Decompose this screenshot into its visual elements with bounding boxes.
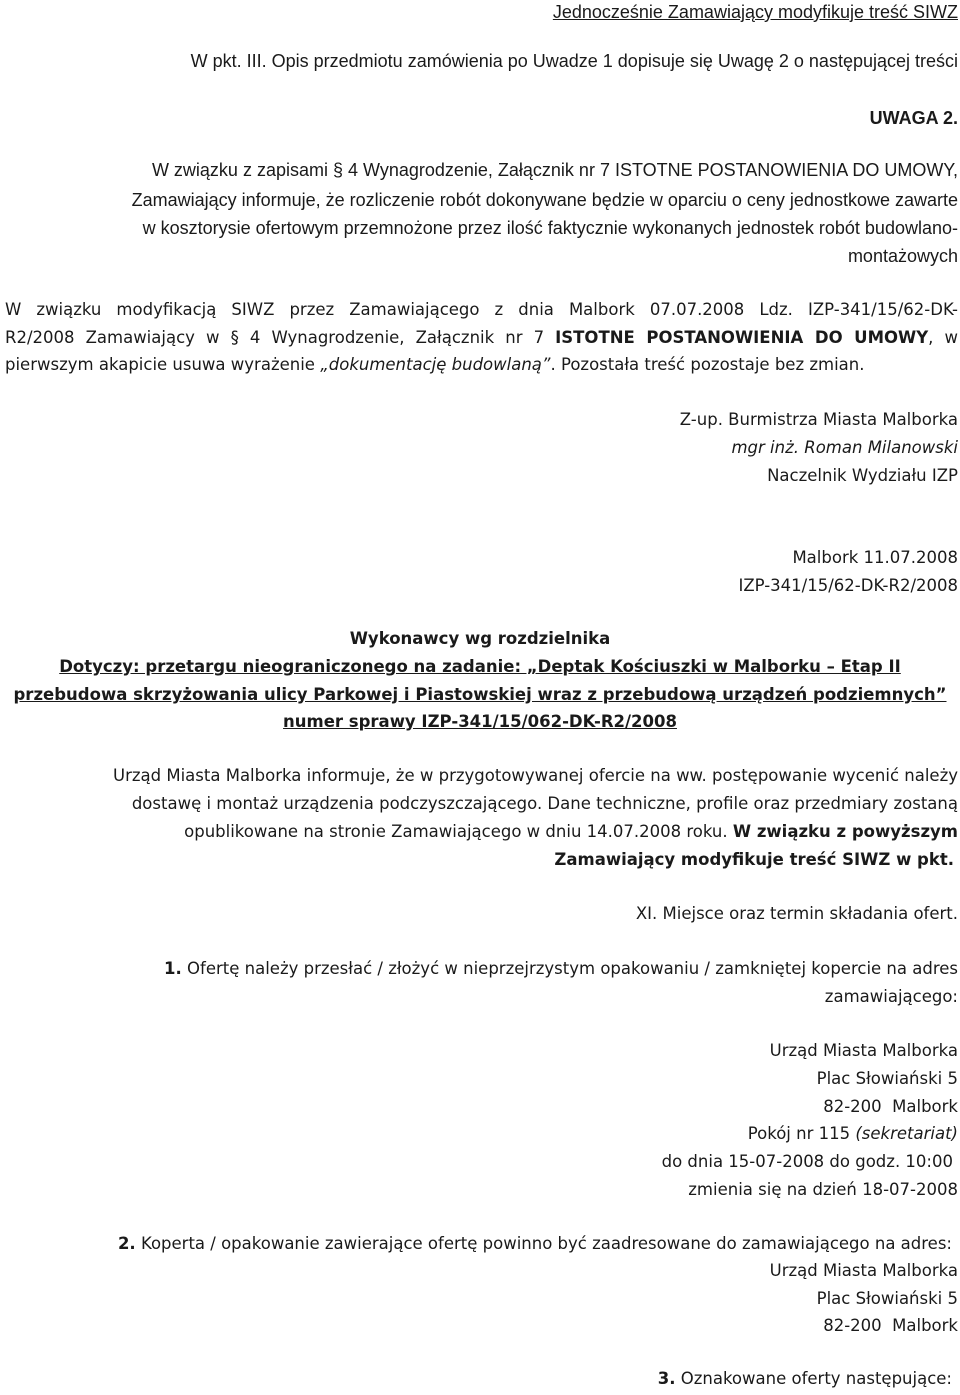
address-1-deadline: do dnia 15-07-2008 do godz. 10:00 bbox=[661, 1152, 953, 1171]
mod1-line-2-post: , w bbox=[928, 328, 958, 347]
uwaga-line-1: W związku z zapisami § 4 Wynagrodzenie, Załącznik nr 7 ISTOTNE POSTANOWIENIA DO UMOWY, bbox=[151, 160, 958, 180]
letter-date: Malbork 11.07.2008 bbox=[792, 548, 958, 567]
mod1-line-3-post: . Pozostała treść pozostaje bez zmian. bbox=[550, 355, 865, 374]
item-1-number: 1. bbox=[164, 959, 182, 978]
address-1-city: 82-200 Malbork bbox=[823, 1097, 958, 1116]
mod1-line-3-pre: pierwszym akapicie usuwa wyrażenie bbox=[5, 355, 321, 374]
item-3 bbox=[658, 1371, 952, 1388]
body-line-4 bbox=[554, 852, 954, 869]
item-3-text: Oznakowane oferty następujące: bbox=[675, 1369, 952, 1388]
address-1-street: Plac Słowiański 5 bbox=[816, 1069, 958, 1088]
mod1-line-3-italic: „dokumentację budowlaną” bbox=[320, 355, 551, 374]
subject-line-3 bbox=[0, 714, 960, 731]
uwaga-line-2: Zamawiający informuje, że rozliczenie robót dokonywane będzie w oparciu o ceny jednostkowe zawarte bbox=[131, 190, 958, 210]
body-line-1: Urząd Miasta Malborka informuje, że w przygotowywanej ofercie na ww. postępowanie wycenić należy bbox=[113, 766, 958, 785]
address-1-office: Urząd Miasta Malborka bbox=[769, 1041, 958, 1060]
uwaga-line-4: montażowych bbox=[847, 246, 958, 266]
uwaga-label bbox=[870, 109, 958, 127]
item-2-text: Koperta / opakowanie zawierające ofertę powinno być zaadresowane do zamawiającego na adres: bbox=[135, 1234, 952, 1253]
address-1-room bbox=[748, 1126, 958, 1143]
item-2-number: 2. bbox=[117, 1234, 136, 1253]
mod1-line-2-pre: R2/2008 Zamawiający w § 4 Wynagrodzenie, Załącznik nr 7 bbox=[5, 328, 556, 347]
subject-line-2-text: przebudowa skrzyżowania ulicy Parkowej i Piastowskiej wraz z przebudową urządzeń podziemnych” bbox=[13, 685, 947, 704]
uwaga-line-3: w kosztorysie ofertowym przemnożone przez ilość faktycznie wykonanych jednostek robót budowlano- bbox=[142, 218, 958, 238]
subject-line-2 bbox=[0, 687, 960, 704]
address-2-street: Plac Słowiański 5 bbox=[816, 1289, 958, 1308]
mod1-line-2-bold: ISTOTNE POSTANOWIENIA DO UMOWY bbox=[555, 328, 929, 347]
address-2-city: 82-200 Malbork bbox=[823, 1316, 958, 1335]
signature-line-1: Z-up. Burmistrza Miasta Malborka bbox=[679, 410, 958, 429]
mod1-line-1: W związku modyfikacją SIWZ przez Zamawiającego z dnia Malbork 07.07.2008 Ldz. IZP-341/15/62-DK- bbox=[5, 300, 958, 319]
address-1-change: zmienia się na dzień 18-07-2008 bbox=[688, 1180, 958, 1199]
room-number: Pokój nr 115 bbox=[747, 1124, 856, 1143]
body-line-2: dostawę i montaż urządzenia podczyszczającego. Dane techniczne, profile oraz przedmiary zostaną bbox=[131, 794, 958, 813]
item-1-continuation: zamawiającego: bbox=[824, 987, 958, 1006]
body-line-3-bold: W związku z powyższym bbox=[732, 822, 958, 841]
address-2-office: Urząd Miasta Malborka bbox=[769, 1261, 958, 1280]
mod1-line-3 bbox=[5, 357, 865, 374]
letter-reference: IZP-341/15/62-DK-R2/2008 bbox=[738, 576, 958, 595]
addressee-text: Wykonawcy wg rozdzielnika bbox=[349, 629, 611, 648]
room-note: (sekretariat) bbox=[855, 1124, 958, 1143]
signature-line-3: Naczelnik Wydziału IZP bbox=[767, 466, 958, 485]
signature-line-2 bbox=[731, 440, 958, 457]
item-3-number: 3. bbox=[657, 1369, 676, 1388]
pkt-line: W pkt. III. Opis przedmiotu zamówienia po Uwadze 1 dopisuje się Uwagę 2 o następującej treści bbox=[190, 51, 958, 71]
signature-name: mgr inż. Roman Milanowski bbox=[731, 438, 958, 457]
mod1-line-2 bbox=[5, 330, 958, 347]
item-1-text: Ofertę należy przesłać / złożyć w nieprzejrzystym opakowaniu / zamkniętej kopercie na adres bbox=[181, 959, 958, 978]
item-1 bbox=[164, 961, 958, 978]
uwaga-label-text: UWAGA 2. bbox=[869, 108, 958, 128]
item-2 bbox=[118, 1236, 952, 1253]
body-line-3-pre: opublikowane na stronie Zamawiającego w dniu 14.07.2008 roku. bbox=[184, 822, 733, 841]
modification-heading: Jednocześnie Zamawiający modyfikuje treść SIWZ bbox=[552, 2, 958, 22]
subject-line-1 bbox=[0, 659, 960, 676]
section-xi-heading: XI. Miejsce oraz termin składania ofert. bbox=[635, 904, 958, 923]
addressee bbox=[0, 631, 960, 648]
body-line-4-text: Zamawiający modyfikuje treść SIWZ w pkt. bbox=[554, 850, 954, 869]
subject-line-3-text: numer sprawy IZP-341/15/062-DK-R2/2008 bbox=[283, 712, 677, 731]
body-line-3 bbox=[184, 824, 958, 841]
subject-line-1-text: Dotyczy: przetargu nieograniczonego na zadanie: „Deptak Kościuszki w Malborku – Etap II bbox=[59, 657, 901, 676]
